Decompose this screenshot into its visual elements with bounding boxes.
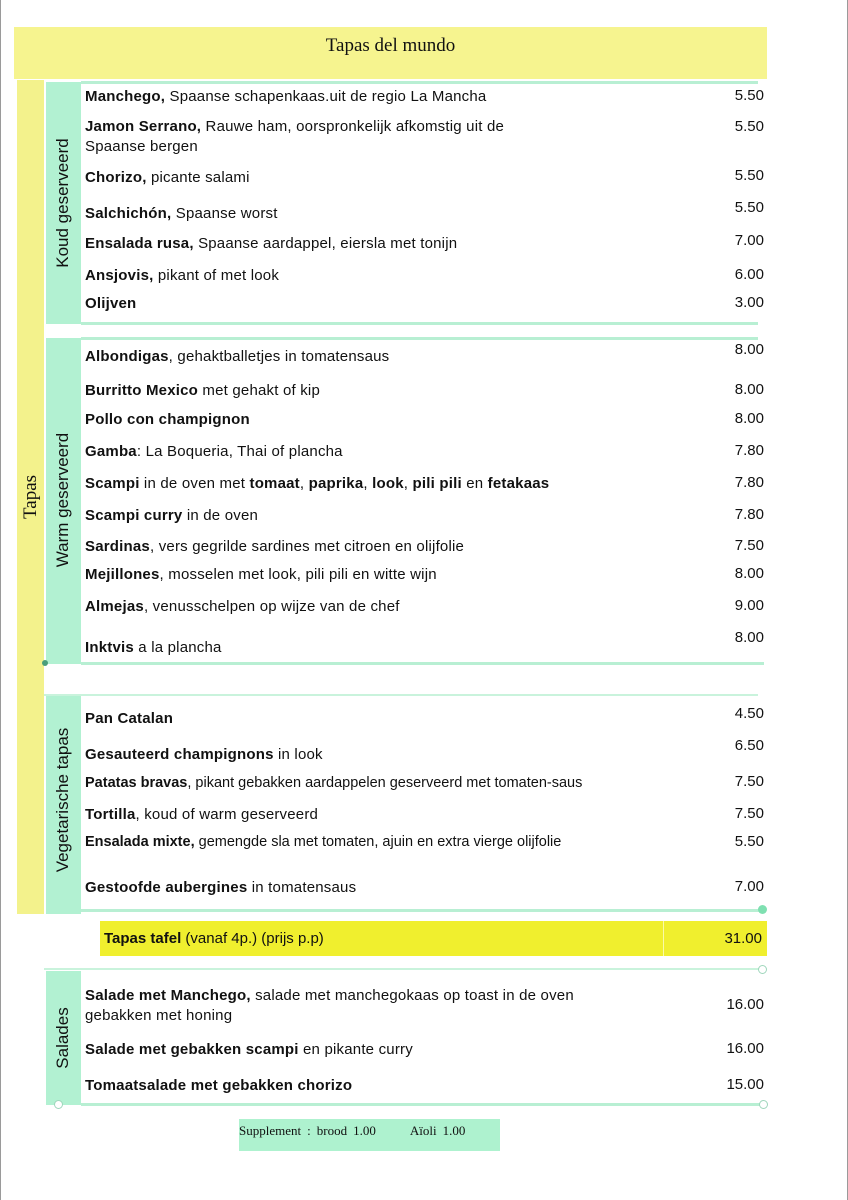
item-price: 5.50 — [734, 118, 764, 135]
section-label-koud: Koud geserveerd — [53, 138, 72, 268]
menu-item: Pollo con champignon — [85, 411, 250, 428]
section-bottom-line — [81, 662, 764, 665]
item-price: 7.80 — [734, 506, 764, 523]
section-top-line — [81, 337, 758, 340]
section-bottom-line — [81, 322, 758, 325]
supplement-line: Supplement : brood 1.00 Aïoli 1.00 — [239, 1123, 466, 1138]
title-band — [14, 27, 767, 79]
menu-item: Gesauteerd champignons in look — [85, 746, 323, 763]
item-price: 5.50 — [734, 87, 764, 104]
menu-item: Jamon Serrano, Rauwe ham, oorspronkelijk afkomstig uit de Spaanse bergen — [85, 118, 505, 155]
section-top-line — [44, 968, 764, 970]
menu-item: Tortilla, koud of warm geserveerd — [85, 806, 319, 823]
menu-item: Salade met Manchego, salade met manchegokaas op toast in de oven gebakken met honing — [85, 987, 574, 1024]
menu-item: Olijven — [85, 295, 137, 312]
item-price: 8.00 — [734, 410, 764, 427]
menu-item: Pan Catalan — [85, 710, 174, 727]
item-price: 7.80 — [734, 474, 764, 491]
menu-item: Patatas bravas, pikant gebakken aardappelen geserveerd met tomaten-saus — [85, 775, 583, 791]
menu-item: Scampi in de oven met tomaat, paprika, look, pili pili en fetakaas — [85, 475, 550, 492]
item-price: 7.50 — [734, 773, 764, 790]
menu-item: Ansjovis, pikant of met look — [85, 267, 280, 284]
item-price: 7.50 — [734, 537, 764, 554]
connector-dot — [42, 660, 48, 666]
menu-item: Ensalada rusa, Spaanse aardappel, eiersla met tonijn — [85, 235, 458, 252]
menu-item: Gamba: La Boqueria, Thai of plancha — [85, 443, 343, 460]
item-price: 5.50 — [734, 833, 764, 850]
item-price: 8.00 — [734, 565, 764, 582]
tapas-tafel-item: Tapas tafel (vanaf 4p.) (prijs p.p) — [104, 930, 324, 947]
menu-item: Manchego, Spaanse schapenkaas.uit de regio La Mancha — [85, 88, 487, 105]
page-title: Tapas del mundo — [325, 35, 456, 56]
section-label-salades: Salades — [53, 1007, 72, 1069]
tapas-tafel-band — [100, 921, 767, 956]
item-price: 5.50 — [734, 199, 764, 216]
menu-item: Sardinas, vers gegrilde sardines met citroen en olijfolie — [85, 538, 465, 555]
menu-item: Tomaatsalade met gebakken chorizo — [85, 1077, 353, 1094]
item-price: 4.50 — [734, 705, 764, 722]
connector-dot — [758, 905, 767, 914]
connector-dot — [54, 1100, 63, 1109]
section-bottom-line — [81, 1103, 764, 1106]
item-price: 8.00 — [734, 341, 764, 358]
page-frame-left — [0, 0, 1, 1200]
item-price: 16.00 — [726, 1040, 764, 1057]
item-price: 7.80 — [734, 442, 764, 459]
item-price: 8.00 — [734, 629, 764, 646]
section-top-line — [81, 81, 758, 84]
item-price: 8.00 — [734, 381, 764, 398]
section-bottom-line — [81, 909, 764, 912]
menu-item: Gestoofde aubergines in tomatensaus — [85, 879, 357, 896]
menu-item: Salchichón, Spaanse worst — [85, 205, 278, 222]
menu-item: Salade met gebakken scampi en pikante curry — [85, 1041, 413, 1058]
item-price: 7.50 — [734, 805, 764, 822]
item-price: 15.00 — [726, 1076, 764, 1093]
tapas-tafel-price: 31.00 — [724, 930, 762, 947]
section-label-vega: Vegetarische tapas — [53, 727, 72, 873]
menu-item: Burritto Mexico met gehakt of kip — [85, 382, 321, 399]
menu-item: Mejillones, mosselen met look, pili pili en witte wijn — [85, 566, 437, 583]
item-price: 5.50 — [734, 167, 764, 184]
item-price: 7.00 — [734, 878, 764, 895]
supplement-band — [239, 1119, 500, 1151]
tafel-divider — [663, 921, 664, 956]
menu-item: Scampi curry in de oven — [85, 507, 259, 524]
menu-item: Ensalada mixte, gemengde sla met tomaten, ajuin en extra vierge olijfolie — [85, 834, 562, 850]
item-price: 16.00 — [726, 996, 764, 1013]
menu-item: Inktvis a la plancha — [85, 639, 222, 656]
item-price: 6.50 — [734, 737, 764, 754]
menu-item: Albondigas, gehaktballetjes in tomatensaus — [85, 348, 390, 365]
menu-item: Almejas, venusschelpen op wijze van de chef — [85, 598, 400, 615]
connector-dot — [759, 1100, 768, 1109]
item-price: 6.00 — [734, 266, 764, 283]
section-label-warm: Warm geserveerd — [53, 432, 72, 568]
item-price: 3.00 — [734, 294, 764, 311]
section-top-line — [44, 694, 758, 696]
menu-item: Chorizo, picante salami — [85, 169, 250, 186]
item-price: 9.00 — [734, 597, 764, 614]
item-price: 7.00 — [734, 232, 764, 249]
tapas-group-label: Tapas — [20, 474, 41, 520]
connector-dot — [758, 965, 767, 974]
